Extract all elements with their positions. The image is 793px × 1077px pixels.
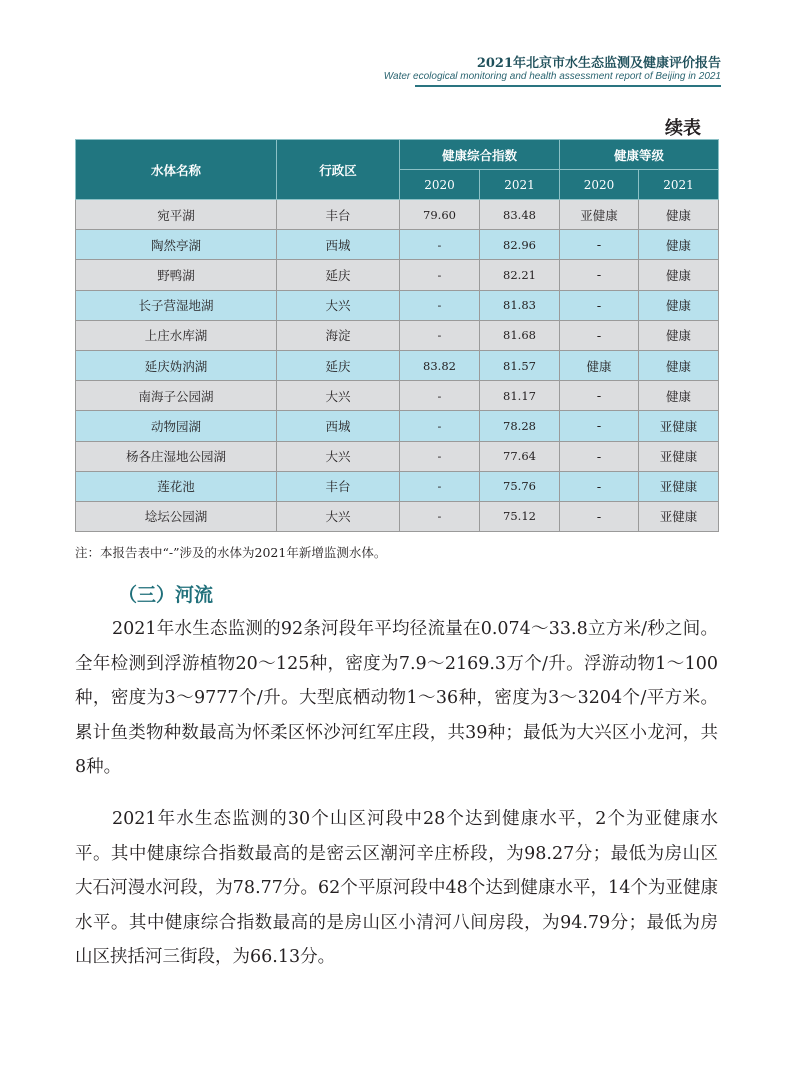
paragraph-rivers-monitoring: 2021年水生态监测的92条河段年平均径流量在0.074～33.8立方米/秒之间。全年检测到浮游植物20～125种，密度为7.9～2169.3万个/升。浮游动物1～100种，密度为3～9777个/升。大型底栖动物1～36种，密度为3～3204个/平方米。累计鱼类物种数最高为怀柔区怀沙河红军庄段，共39种；最低为大兴区小龙河，共8种。	[75, 619, 718, 777]
cell-water-body: 延庆妫汭湖	[76, 350, 277, 380]
table-row	[76, 200, 719, 230]
water-health-table	[75, 139, 719, 532]
cell-grade-2021: 健康	[639, 230, 719, 260]
table-row	[76, 381, 719, 411]
cell-water-body: 上庄水库湖	[76, 320, 277, 350]
paragraph-rivers-health: 2021年水生态监测的30个山区河段中28个达到健康水平，2个为亚健康水平。其中健康综合指数最高的是密云区潮河辛庄桥段，为98.27分；最低为房山区大石河漫水河段，为78.77分。62个平原河段中48个达到健康水平，14个为亚健康水平。其中健康综合指数最高的是房山区小清河八间房段，为94.79分；最低为房山区挟括河三街段，为66.13分。	[75, 809, 718, 967]
table-note: 注：本报告表中“-”涉及的水体为2021年新增监测水体。	[75, 545, 387, 560]
cell-grade-2020: 亚健康	[560, 200, 639, 230]
table-row	[76, 411, 719, 441]
col-header-grade-2021: 2021	[639, 170, 719, 200]
cell-water-body: 长子营湿地湖	[76, 290, 277, 320]
cell-index-2020: -	[400, 471, 480, 501]
table-row	[76, 501, 719, 531]
cell-district: 海淀	[277, 320, 400, 350]
cell-grade-2020: -	[560, 260, 639, 290]
cell-index-2021: 81.68	[480, 320, 560, 350]
cell-index-2021: 75.12	[480, 501, 560, 531]
report-subtitle: Water ecological monitoring and health assessment report of Beijing in 2021	[383, 71, 721, 82]
cell-water-body: 埝坛公园湖	[76, 501, 277, 531]
cell-district: 大兴	[277, 381, 400, 411]
table-caption: 续表	[665, 118, 701, 139]
table-row	[76, 260, 719, 290]
cell-water-body: 野鸭湖	[76, 260, 277, 290]
cell-grade-2021: 亚健康	[639, 471, 719, 501]
report-title: 2021年北京市水生态监测及健康评价报告	[476, 56, 721, 71]
cell-grade-2021: 健康	[639, 381, 719, 411]
cell-grade-2020: -	[560, 501, 639, 531]
table-row	[76, 441, 719, 471]
cell-index-2021: 77.64	[480, 441, 560, 471]
table-row	[76, 290, 719, 320]
cell-district: 丰台	[277, 471, 400, 501]
cell-grade-2020: -	[560, 411, 639, 441]
cell-grade-2020: -	[560, 381, 639, 411]
cell-grade-2021: 健康	[639, 320, 719, 350]
cell-water-body: 动物园湖	[76, 411, 277, 441]
col-header-grade-2020: 2020	[560, 170, 639, 200]
cell-water-body: 宛平湖	[76, 200, 277, 230]
col-header-index-group: 健康综合指数	[400, 140, 560, 170]
cell-index-2020: -	[400, 230, 480, 260]
header-divider	[415, 85, 721, 87]
cell-grade-2021: 健康	[639, 260, 719, 290]
cell-index-2020: -	[400, 260, 480, 290]
cell-water-body: 莲花池	[76, 471, 277, 501]
cell-index-2021: 81.83	[480, 290, 560, 320]
cell-district: 大兴	[277, 441, 400, 471]
cell-index-2021: 75.76	[480, 471, 560, 501]
cell-grade-2020: -	[560, 290, 639, 320]
cell-index-2021: 81.17	[480, 381, 560, 411]
col-header-district: 行政区	[277, 140, 400, 200]
col-header-index-2021: 2021	[480, 170, 560, 200]
cell-grade-2021: 健康	[639, 200, 719, 230]
cell-grade-2020: 健康	[560, 350, 639, 380]
table-body	[76, 200, 719, 532]
cell-grade-2021: 健康	[639, 350, 719, 380]
cell-grade-2020: -	[560, 441, 639, 471]
table-row	[76, 230, 719, 260]
cell-district: 延庆	[277, 350, 400, 380]
cell-index-2020: -	[400, 411, 480, 441]
cell-district: 西城	[277, 230, 400, 260]
cell-district: 延庆	[277, 260, 400, 290]
cell-water-body: 南海子公园湖	[76, 381, 277, 411]
col-header-grade-group: 健康等级	[560, 140, 719, 170]
cell-index-2020: -	[400, 441, 480, 471]
cell-index-2021: 83.48	[480, 200, 560, 230]
cell-index-2020: 83.82	[400, 350, 480, 380]
cell-index-2021: 82.96	[480, 230, 560, 260]
cell-grade-2020: -	[560, 471, 639, 501]
cell-grade-2021: 健康	[639, 290, 719, 320]
cell-index-2020: -	[400, 290, 480, 320]
cell-water-body: 杨各庄湿地公园湖	[76, 441, 277, 471]
cell-grade-2020: -	[560, 320, 639, 350]
cell-grade-2021: 亚健康	[639, 411, 719, 441]
cell-grade-2021: 亚健康	[639, 441, 719, 471]
section-heading: （三）河流	[118, 584, 214, 606]
table-row	[76, 471, 719, 501]
cell-grade-2020: -	[560, 230, 639, 260]
cell-district: 大兴	[277, 290, 400, 320]
col-header-name: 水体名称	[76, 140, 277, 200]
table-row	[76, 320, 719, 350]
col-header-index-2020: 2020	[400, 170, 480, 200]
cell-index-2020: -	[400, 381, 480, 411]
cell-index-2020: -	[400, 320, 480, 350]
table-row	[76, 350, 719, 380]
cell-district: 丰台	[277, 200, 400, 230]
cell-water-body: 陶然亭湖	[76, 230, 277, 260]
cell-index-2020: -	[400, 501, 480, 531]
cell-index-2021: 78.28	[480, 411, 560, 441]
cell-grade-2021: 亚健康	[639, 501, 719, 531]
cell-index-2021: 82.21	[480, 260, 560, 290]
cell-district: 西城	[277, 411, 400, 441]
cell-index-2021: 81.57	[480, 350, 560, 380]
cell-index-2020: 79.60	[400, 200, 480, 230]
cell-district: 大兴	[277, 501, 400, 531]
